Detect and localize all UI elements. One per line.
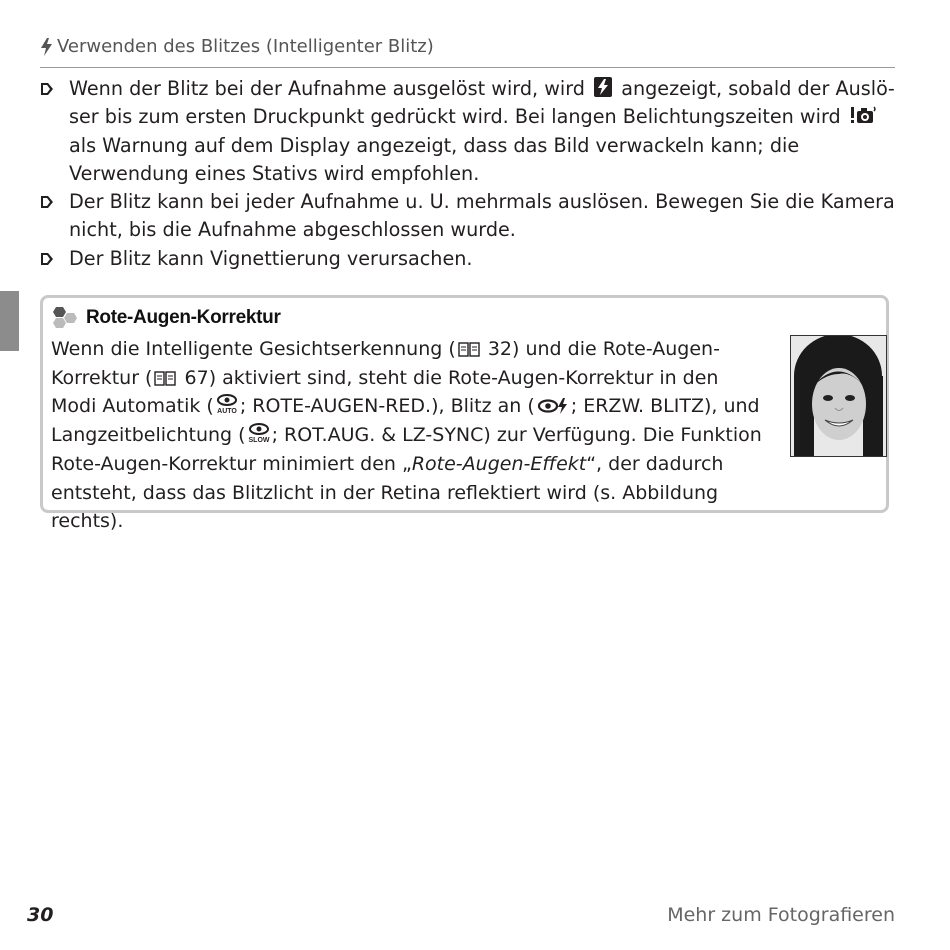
section-tab-marker xyxy=(0,291,19,351)
list-item xyxy=(40,188,895,245)
portrait-photo xyxy=(790,335,887,457)
red-eye-slow-icon-label: SLOW xyxy=(248,437,270,445)
note-title: Rote-Augen-Korrektur xyxy=(86,307,281,328)
bullet-text: Der Blitz kann Vignettierung verursachen. xyxy=(69,246,473,270)
note-body: Wenn die Intelligente Gesichtserkennung ( 32) und die Rote-Augen-Korrektur ( 67) aktiviert sind, steht die Rote-Augen-Korrektur in den Modi Automatik ( AUTO ; ROTE-AUGEN-RED.), Blitz an ( ; ERZW. BLITZ), und Langzeitbelichtung ( SLOW ; ROT.AUG. & LZ-SYNC) zur Verfügung. Die Funktion Rote-Augen-Korrektur minimiert den „Rote-Augen-Effekt“, der dadurch entsteht, dass das Blitzlicht in der Retina reflektiert wird (s. Abbildung rechts). xyxy=(51,338,762,533)
emphasized-term: Rote-Augen-Effekt xyxy=(411,452,587,475)
flash-icon xyxy=(40,38,53,56)
bullet-text-post: als Warnung auf dem Display angezeigt, dass das Bild verwackeln kann; die Verwendung eines Stativs wird empfohlen. xyxy=(69,133,800,185)
note-box xyxy=(40,295,889,533)
page-ref[interactable]: 32 xyxy=(487,338,513,360)
red-eye-slow-icon xyxy=(248,422,270,444)
page-number: 30 xyxy=(27,904,54,926)
book-reference-icon xyxy=(458,342,480,358)
list-item xyxy=(40,75,895,188)
red-eye-auto-icon xyxy=(216,393,238,415)
bullet-marker-icon xyxy=(40,245,69,273)
bullet-text-mid: angezeigt, sobald der Auslöser bis zum ersten Druckpunkt gedrückt wird. Bei langen Belichtungszeiten wird xyxy=(69,77,895,129)
red-eye-flash-icon xyxy=(537,397,569,415)
header-divider xyxy=(40,67,895,68)
hint-hexagons-icon xyxy=(52,306,80,330)
bullet-marker-icon xyxy=(40,188,69,245)
note-header xyxy=(52,306,281,330)
header-title: Verwenden des Blitzes (Intelligenter Blitz) xyxy=(57,36,434,57)
page-ref[interactable]: 67 xyxy=(184,366,209,389)
camera-shake-warning-icon xyxy=(850,105,878,125)
bullet-text-pre: Wenn der Blitz bei der Aufnahme ausgelöst wird, wird xyxy=(69,77,585,100)
book-reference-icon xyxy=(154,371,176,387)
list-item xyxy=(40,245,895,273)
bullet-text: Der Blitz kann bei jeder Aufnahme u. U. mehrmals auslösen. Bewegen Sie die Kamera nicht, bis die Aufnahme abgeschlossen wurde. xyxy=(69,190,895,242)
page-header xyxy=(40,36,434,57)
flash-indicator-icon xyxy=(594,77,612,97)
footer-section-title: Mehr zum Fotografieren xyxy=(667,904,895,926)
bullet-marker-icon xyxy=(40,75,69,188)
red-eye-auto-icon-label: AUTO xyxy=(217,408,237,416)
bullet-list xyxy=(40,75,895,273)
